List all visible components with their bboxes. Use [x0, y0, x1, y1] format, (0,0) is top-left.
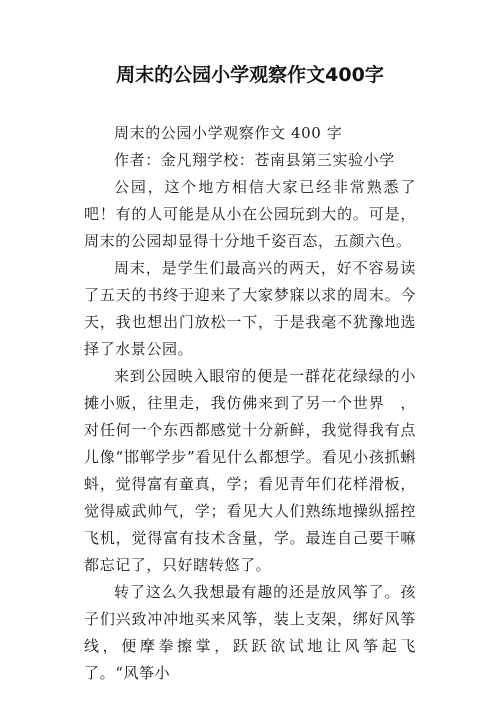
- paragraph-author: 作者：金凡翔学校：苍南县第三实验小学: [114, 151, 395, 169]
- document-body: [84, 120, 416, 687]
- paragraph: 周末，是学生们最高兴的两天，好不容易读了五天的书终于迎来了大家梦寐以求的周末。今天，我也想出门放松一下，于是我毫不犹豫地选择了水景公园。: [84, 259, 416, 358]
- paragraph-heading: 周末的公园小学观察作文 400 字: [114, 124, 343, 142]
- paragraph: 公园，这个地方相信大家已经非常熟悉了吧！有的人可能是从小在公园玩到大的。可是，周末的公园却显得十分地千姿百态，五颜六色。: [84, 178, 416, 250]
- paragraph: 来到公园映入眼帘的便是一群花花绿绿的小摊小贩，往里走，我仿佛来到了另一个世界 ，对任何一个东西都感觉十分新鲜，我觉得我有点儿像“邯郸学步”看见什么都想学。看见小孩抓蝌蚪，觉得富有童真，学；看见青年们花样滑板，觉得威武帅气，学；看见大人们熟练地操纵摇控飞机，觉得富有技术含量，学。最连自己要干嘛都忘记了，只好瞎转悠了。: [84, 367, 416, 574]
- document-title: 周末的公园小学观察作文400字: [116, 64, 384, 86]
- paragraph: 转了这么久我想最有趣的还是放风筝了。孩子们兴致冲冲地买来风筝，装上支架，绑好风筝线，便摩拳擦掌，跃跃欲试地让风筝起飞了。“风筝小: [84, 583, 416, 682]
